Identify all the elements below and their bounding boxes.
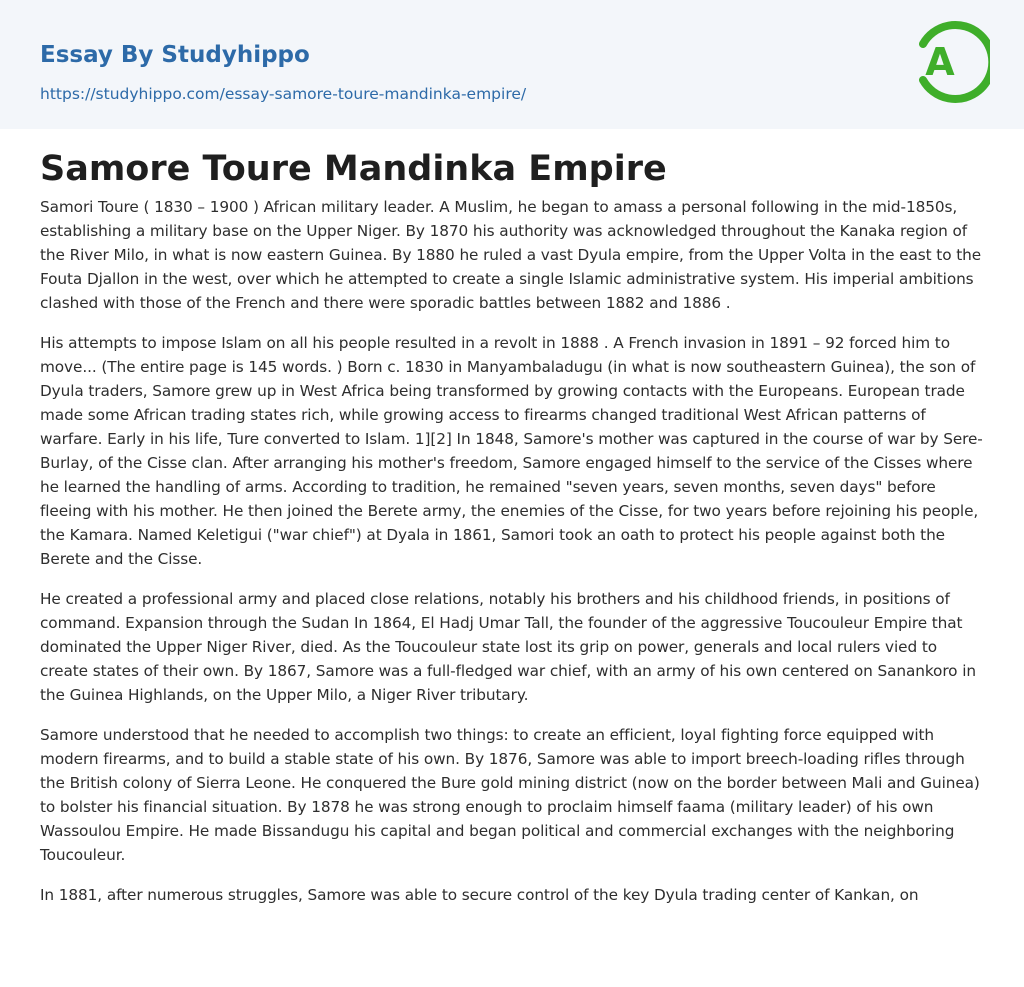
article-paragraph: Samori Toure ( 1830 – 1900 ) African military leader. A Muslim, he began to amass a personal following in the mid-1850s, establishing a military base on the Upper Niger. By 1870 his authority was acknowledged throughout the Kanaka region of the River Milo, in what is now eastern Guinea. By 1880 he ruled a vast Dyula empire, from the Upper Volta in the east to the Fouta Djallon in the west, over which he attempted to create a single Islamic administrative system. His imperial ambitions clashed with those of the French and there were sporadic battles between 1882 and 1886 .: [40, 198, 982, 312]
studyhippo-logo-icon[interactable]: [910, 17, 990, 107]
logo-graphic: [910, 17, 990, 107]
page-url-link[interactable]: https://studyhippo.com/essay-samore-toure-mandinka-empire/: [40, 85, 527, 103]
article-paragraph: His attempts to impose Islam on all his people resulted in a revolt in 1888 . A French invasion in 1891 – 92 forced him to move... (The entire page is 145 words. ) Born c. 1830 in Manyambaladugu (in what is now southeastern Guinea), the son of Dyula traders, Samore grew up in West Africa being transformed by growing contacts with the Europeans. European trade made some African trading states rich, while growing access to firearms changed traditional West African patterns of warfare. Early in his life, Ture converted to Islam. 1][2] In 1848, Samore's mother was captured in the course of war by Sere-Burlay, of the Cisse clan. After arranging his mother's freedom, Samore engaged himself to the service of the Cisses where he learned the handling of arms. According to tradition, he remained "seven years, seven months, seven days" before fleeing with his mother. He then joined the Berete army, the enemies of the Cisse, for two years before rejoining his people, the Kamara. Named Keletigui ("war chief") at Dyala in 1861, Samori took an oath to protect his people against both the Berete and the Cisse.: [40, 334, 983, 568]
article: [0, 147, 1024, 907]
site-header: [0, 0, 1024, 129]
article-paragraph: Samore understood that he needed to accomplish two things: to create an efficient, loyal fighting force equipped with modern firearms, and to build a stable state of his own. By 1876, Samore was able to import breech-loading rifles through the British colony of Sierra Leone. He conquered the Bure gold mining district (now on the border between Mali and Guinea) to bolster his financial situation. By 1878 he was strong enough to proclaim himself faama (military leader) of his own Wassoulou Empire. He made Bissandugu his capital and began political and commercial exchanges with the neighboring Toucouleur.: [40, 726, 980, 864]
page-title: Samore Toure Mandinka Empire: [40, 149, 667, 189]
article-paragraph: In 1881, after numerous struggles, Samore was able to secure control of the key Dyula trading center of Kankan, on: [40, 886, 919, 904]
site-brand[interactable]: Essay By Studyhippo: [40, 42, 310, 68]
article-paragraph: He created a professional army and placed close relations, notably his brothers and his childhood friends, in positions of command. Expansion through the Sudan In 1864, El Hadj Umar Tall, the founder of the aggressive Toucouleur Empire that dominated the Upper Niger River, died. As the Toucouleur state lost its grip on power, generals and local rulers vied to create states of their own. By 1867, Samore was a full-fledged war chief, with an army of his own centered on Sanankoro in the Guinea Highlands, on the Upper Milo, a Niger River tributary.: [40, 590, 976, 704]
logo-letter: A: [925, 40, 955, 84]
